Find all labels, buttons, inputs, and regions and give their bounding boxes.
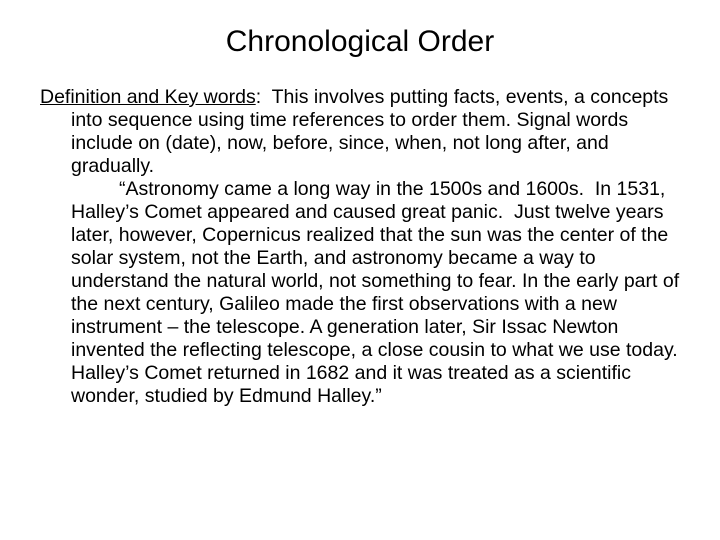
definition-term: Definition and Key words <box>40 86 256 108</box>
definition-paragraph <box>40 86 692 178</box>
example-quote: “Astronomy came a long way in the 1500s and 1600s. In 1531, Halley’s Comet appeared and caused great panic. Just twelve years later, however, Copernicus realized that the sun was the center of the solar system, not the Earth, and astronomy became a way to understand the natural world, not something to fear. In the early part of the next century, Galileo made the first observations with a new instrument – the telescope. A generation later, Sir Issac Newton invented the reflecting telescope, a close cousin to what we use today. Halley’s Comet returned in 1682 and it was treated as a scientific wonder, studied by Edmund Halley.” <box>71 178 685 407</box>
definition-text: This involves putting facts, events, a concepts into sequence using time references to order them. Signal words include on (date), now, before, since, when, not long after, and gradually. <box>71 86 674 177</box>
slide-body <box>40 86 692 408</box>
definition-colon: : <box>255 86 262 108</box>
slide-title: Chronological Order <box>225 25 495 58</box>
